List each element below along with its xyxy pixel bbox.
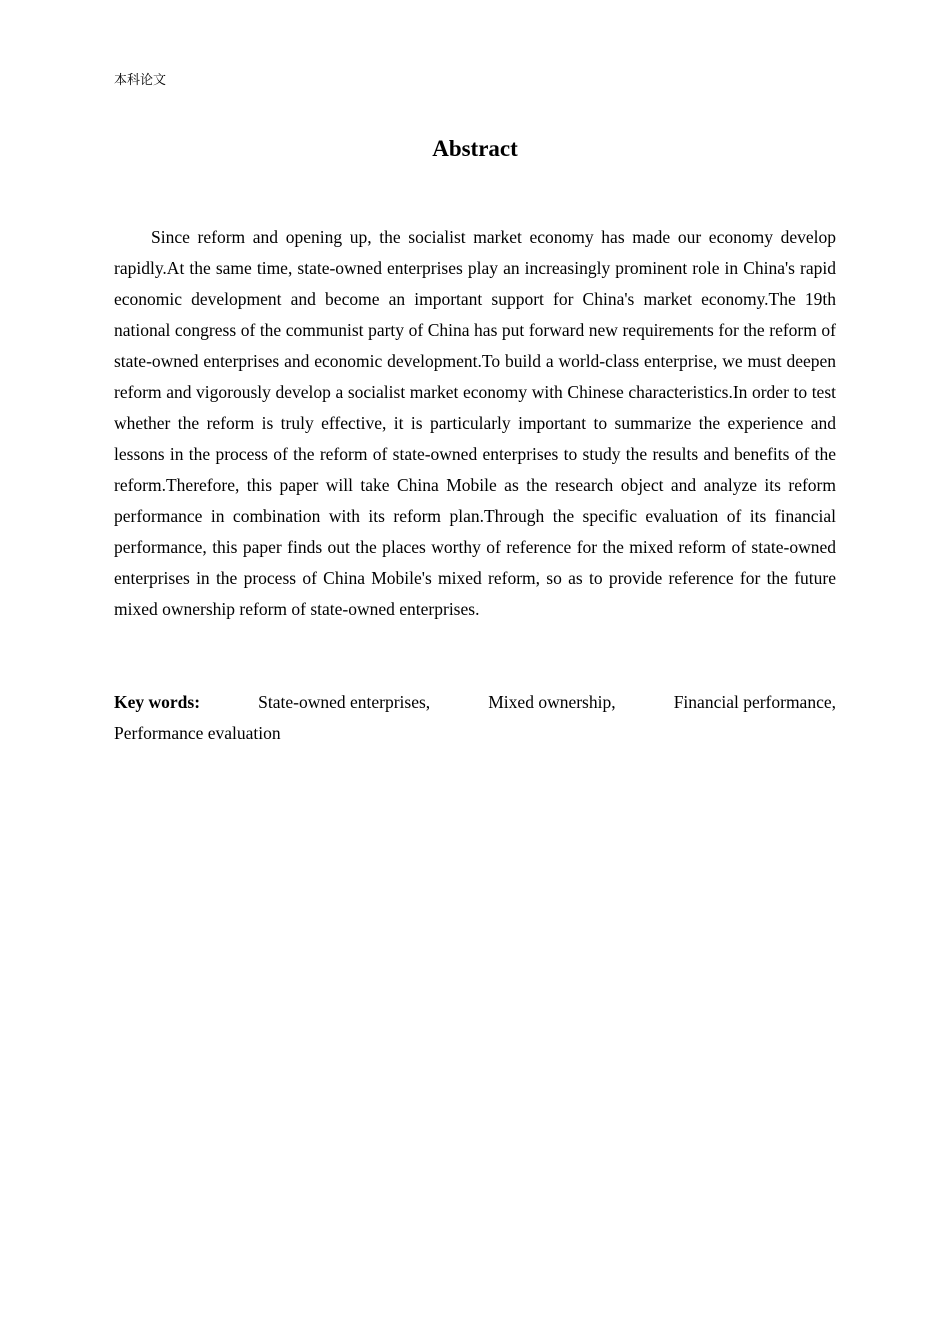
keyword-item: State-owned enterprises, xyxy=(258,692,431,712)
keywords-section xyxy=(114,687,836,749)
keyword-item: Performance evaluation xyxy=(114,723,281,743)
keywords-label: Key words: xyxy=(114,692,201,712)
keyword-item: Financial performance, xyxy=(673,692,836,712)
keywords-line xyxy=(114,687,836,718)
abstract-title: Abstract xyxy=(432,136,518,161)
abstract-body: Since reform and opening up, the socialist market economy has made our economy develop rapidly.At the same time, state-owned enterprises play an increasingly prominent role in China's rapid economic development and become an important support for China's market economy.The 19th national congress of the communist party of China has put forward new requirements for the reform of state-owned enterprises and economic development.To build a world-class enterprise, we must deepen reform and vigorously develop a socialist market economy with Chinese characteristics.In order to test whether the reform is truly effective, it is particularly important to summarize the experience and lessons in the process of the reform of state-owned enterprises to study the results and benefits of the reform.Therefore, this paper will take China Mobile as the research object and analyze its reform performance in combination with its reform plan.Through the specific evaluation of its financial performance, this paper finds out the places worthy of reference for the mixed reform of state-owned enterprises in the process of China Mobile's mixed reform, so as to provide reference for the future mixed ownership reform of state-owned enterprises. xyxy=(114,227,836,619)
running-header: 本科论文 xyxy=(114,73,167,88)
keyword-item: Mixed ownership, xyxy=(488,692,616,712)
